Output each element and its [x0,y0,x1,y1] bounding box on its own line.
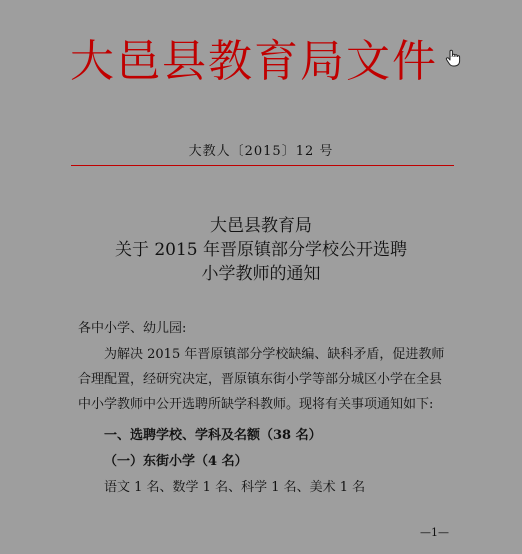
notice-title-line: 小学教师的通知 [201,264,321,284]
notice-title [0,214,522,286]
red-divider-line [71,165,454,166]
section-heading: 一、选聘学校、学科及名额（38 名） [104,428,322,443]
notice-title-line: 大邑县教育局 [210,216,312,236]
hand-pointer-icon [443,48,463,68]
document-number: 大教人〔2015〕12 号 [188,144,334,159]
subject-quota-line: 语文 1 名、数学 1 名、科学 1 名、美术 1 名 [104,480,366,495]
notice-title-line: 关于 2015 年晋原镇部分学校公开选聘 [114,240,408,260]
body-paragraph [78,345,458,415]
page-number: —1— [420,526,449,539]
paragraph-line: 为解决 2015 年晋原镇部分学校缺编、缺科矛盾，促进教师 [104,347,445,362]
salutation: 各中小学、幼儿园: [78,321,187,336]
document-header-title: 大邑县教育局文件 [70,36,438,87]
paragraph-line: 中小学教师中公开选聘所缺学科教师。现将有关事项通知如下: [78,397,434,412]
subsection-heading: （一）东街小学（4 名） [104,454,248,469]
paragraph-line: 合理配置，经研究决定，晋原镇东街小学等部分城区小学在全县 [78,372,443,387]
